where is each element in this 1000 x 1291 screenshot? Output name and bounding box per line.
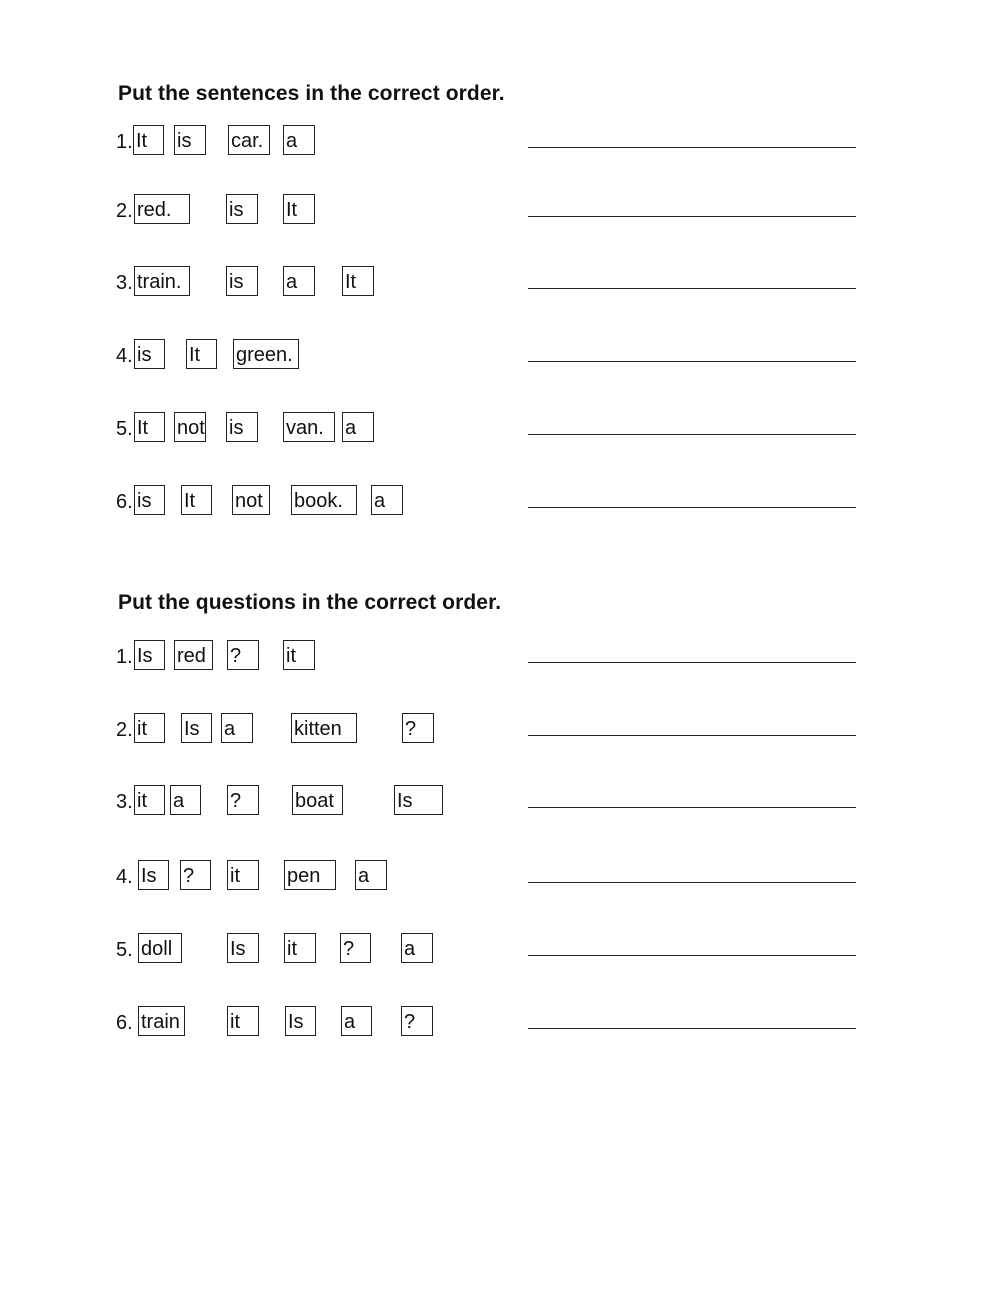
word-tile[interactable]: it bbox=[283, 640, 315, 670]
word-tile[interactable]: ? bbox=[227, 785, 259, 815]
word-tile[interactable]: book. bbox=[291, 485, 357, 515]
item-number: 4. bbox=[116, 345, 133, 367]
word-tile[interactable]: it bbox=[284, 933, 316, 963]
word-tile[interactable]: pen bbox=[284, 860, 336, 890]
word-tile[interactable]: a bbox=[221, 713, 253, 743]
word-tile[interactable]: It bbox=[283, 194, 315, 224]
answer-line[interactable] bbox=[528, 882, 856, 883]
word-tile[interactable]: ? bbox=[180, 860, 211, 890]
word-tile[interactable]: ? bbox=[340, 933, 371, 963]
item-number: 5. bbox=[116, 939, 133, 961]
word-tile[interactable]: van. bbox=[283, 412, 335, 442]
item-number: 3. bbox=[116, 272, 133, 294]
word-tile[interactable]: red. bbox=[134, 194, 190, 224]
word-tile[interactable]: It bbox=[181, 485, 212, 515]
item-number: 1. bbox=[116, 131, 133, 153]
section-2-heading: Put the questions in the correct order. bbox=[118, 591, 502, 614]
answer-line[interactable] bbox=[528, 507, 856, 508]
sentence-row-4 bbox=[0, 339, 1000, 373]
answer-line[interactable] bbox=[528, 807, 856, 808]
sentence-row-1 bbox=[0, 125, 1000, 159]
item-number: 6. bbox=[116, 491, 133, 513]
word-tile[interactable]: kitten bbox=[291, 713, 357, 743]
answer-line[interactable] bbox=[528, 434, 856, 435]
word-tile[interactable]: is bbox=[174, 125, 206, 155]
word-tile[interactable]: is bbox=[134, 485, 165, 515]
word-tile[interactable]: train. bbox=[134, 266, 190, 296]
word-tile[interactable]: is bbox=[226, 412, 258, 442]
word-tile[interactable]: a bbox=[283, 125, 315, 155]
word-tile[interactable]: It bbox=[342, 266, 374, 296]
word-tile[interactable]: car. bbox=[228, 125, 270, 155]
word-tile[interactable]: a bbox=[342, 412, 374, 442]
word-tile[interactable]: doll bbox=[138, 933, 182, 963]
word-tile[interactable]: a bbox=[371, 485, 403, 515]
word-tile[interactable]: a bbox=[170, 785, 201, 815]
item-number: 2. bbox=[116, 200, 133, 222]
word-tile[interactable]: it bbox=[134, 785, 165, 815]
item-number: 1. bbox=[116, 646, 133, 668]
answer-line[interactable] bbox=[528, 735, 856, 736]
answer-line[interactable] bbox=[528, 1028, 856, 1029]
word-tile[interactable]: Is bbox=[227, 933, 259, 963]
word-tile[interactable]: a bbox=[341, 1006, 372, 1036]
word-tile[interactable]: Is bbox=[138, 860, 169, 890]
sentence-row-5 bbox=[0, 412, 1000, 446]
word-tile[interactable]: ? bbox=[402, 713, 434, 743]
answer-line[interactable] bbox=[528, 662, 856, 663]
word-tile[interactable]: red bbox=[174, 640, 213, 670]
word-tile[interactable]: Is bbox=[181, 713, 212, 743]
item-number: 3. bbox=[116, 791, 133, 813]
sentence-row-6 bbox=[0, 485, 1000, 519]
word-tile[interactable]: It bbox=[133, 125, 164, 155]
word-tile[interactable]: Is bbox=[394, 785, 443, 815]
item-number: 5. bbox=[116, 418, 133, 440]
question-row-6 bbox=[0, 1006, 1000, 1040]
question-row-5 bbox=[0, 933, 1000, 967]
word-tile[interactable]: is bbox=[226, 194, 258, 224]
word-tile[interactable]: It bbox=[134, 412, 165, 442]
word-tile[interactable]: green. bbox=[233, 339, 299, 369]
word-tile[interactable]: not bbox=[232, 485, 270, 515]
word-tile[interactable]: It bbox=[186, 339, 217, 369]
question-row-1 bbox=[0, 640, 1000, 674]
item-number: 4. bbox=[116, 866, 133, 888]
answer-line[interactable] bbox=[528, 955, 856, 956]
item-number: 2. bbox=[116, 719, 133, 741]
question-row-4 bbox=[0, 860, 1000, 894]
word-tile[interactable]: a bbox=[355, 860, 387, 890]
sentence-row-3 bbox=[0, 266, 1000, 300]
word-tile[interactable]: it bbox=[227, 1006, 259, 1036]
word-tile[interactable]: train bbox=[138, 1006, 185, 1036]
sentence-row-2 bbox=[0, 194, 1000, 228]
word-tile[interactable]: Is bbox=[134, 640, 165, 670]
word-tile[interactable]: is bbox=[226, 266, 258, 296]
item-number: 6. bbox=[116, 1012, 133, 1034]
question-row-2 bbox=[0, 713, 1000, 747]
answer-line[interactable] bbox=[528, 147, 856, 148]
answer-line[interactable] bbox=[528, 288, 856, 289]
word-tile[interactable]: a bbox=[283, 266, 315, 296]
answer-line[interactable] bbox=[528, 216, 856, 217]
word-tile[interactable]: boat bbox=[292, 785, 343, 815]
word-tile[interactable]: it bbox=[227, 860, 259, 890]
word-tile[interactable]: a bbox=[401, 933, 433, 963]
word-tile[interactable]: Is bbox=[285, 1006, 316, 1036]
answer-line[interactable] bbox=[528, 361, 856, 362]
question-row-3 bbox=[0, 785, 1000, 819]
word-tile[interactable]: ? bbox=[401, 1006, 433, 1036]
word-tile[interactable]: not bbox=[174, 412, 206, 442]
word-tile[interactable]: ? bbox=[227, 640, 259, 670]
word-tile[interactable]: it bbox=[134, 713, 165, 743]
section-1-heading: Put the sentences in the correct order. bbox=[118, 82, 505, 105]
word-tile[interactable]: is bbox=[134, 339, 165, 369]
